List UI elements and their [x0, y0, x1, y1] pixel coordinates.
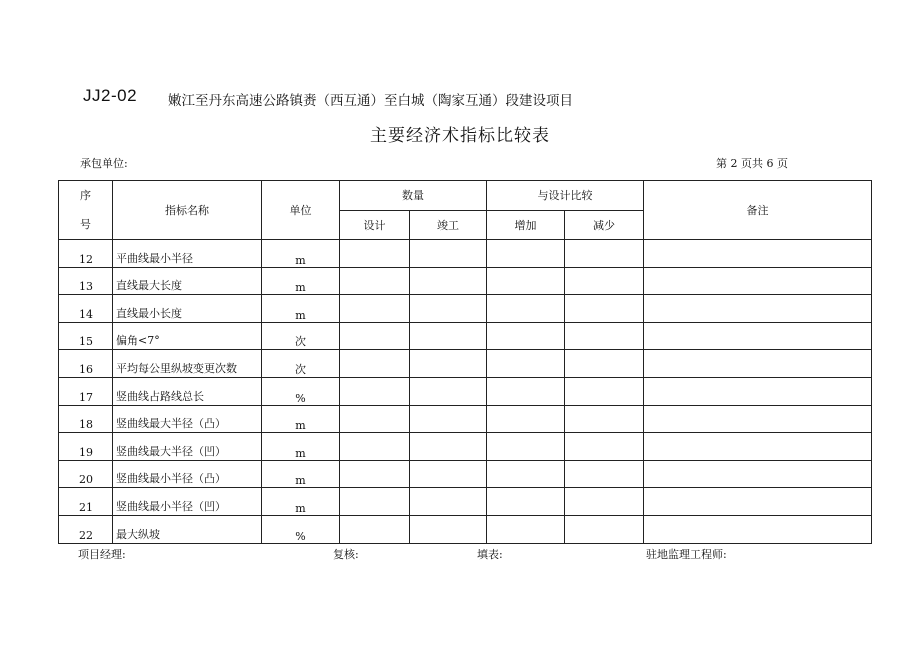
completion-cell [410, 433, 487, 461]
row-number: 22 [59, 515, 113, 543]
row-number: 13 [59, 267, 113, 295]
row-number: 14 [59, 295, 113, 323]
completion-cell [410, 322, 487, 350]
decrease-cell [565, 295, 644, 323]
header-increase: 增加 [487, 210, 565, 240]
decrease-cell [565, 405, 644, 433]
header-seq-bottom: 号 [80, 218, 91, 231]
header-decrease: 减少 [565, 210, 644, 240]
indicator-name: 竖曲线最小半径（凹） [113, 488, 262, 516]
reviewer-label: 复核: [333, 548, 359, 561]
indicator-table [58, 180, 872, 544]
project-name: 嫩江至丹东高速公路镇赉（西互通）至白城（陶家互通）段建设项目 [168, 93, 573, 109]
design-cell [340, 377, 410, 405]
remarks-cell [644, 515, 872, 543]
indicator-name: 直线最大长度 [113, 267, 262, 295]
table-row [59, 240, 872, 268]
unit-cell: m [262, 295, 340, 323]
remarks-cell [644, 405, 872, 433]
table-row [59, 350, 872, 378]
increase-cell [487, 240, 565, 268]
header-completion: 竣工 [410, 210, 487, 240]
design-cell [340, 240, 410, 268]
design-cell [340, 405, 410, 433]
decrease-cell [565, 267, 644, 295]
unit-cell: m [262, 460, 340, 488]
table-row [59, 433, 872, 461]
page-title: 主要经济术指标比较表 [370, 126, 550, 146]
filler-label: 填表: [477, 548, 503, 561]
increase-cell [487, 377, 565, 405]
indicator-name: 竖曲线最大半径（凸） [113, 405, 262, 433]
header-comparison: 与设计比较 [487, 181, 644, 211]
header-unit: 单位 [262, 181, 340, 240]
indicator-name: 偏角<7° [113, 322, 262, 350]
remarks-cell [644, 488, 872, 516]
indicator-name: 最大纵坡 [113, 515, 262, 543]
row-number: 17 [59, 377, 113, 405]
table-row [59, 515, 872, 543]
table-row [59, 322, 872, 350]
design-cell [340, 515, 410, 543]
remarks-cell [644, 377, 872, 405]
decrease-cell [565, 322, 644, 350]
unit-cell: % [262, 515, 340, 543]
design-cell [340, 460, 410, 488]
design-cell [340, 350, 410, 378]
row-number: 20 [59, 460, 113, 488]
row-number: 18 [59, 405, 113, 433]
unit-cell: m [262, 240, 340, 268]
header-quantity: 数量 [340, 181, 487, 211]
unit-cell: m [262, 488, 340, 516]
design-cell [340, 267, 410, 295]
contractor-label: 承包单位: [80, 157, 128, 170]
table-row [59, 460, 872, 488]
completion-cell [410, 295, 487, 323]
completion-cell [410, 488, 487, 516]
row-number: 19 [59, 433, 113, 461]
manager-label: 项目经理: [78, 548, 126, 561]
header-row-1 [59, 181, 872, 211]
increase-cell [487, 460, 565, 488]
increase-cell [487, 488, 565, 516]
row-number: 12 [59, 240, 113, 268]
indicator-name: 平曲线最小半径 [113, 240, 262, 268]
increase-cell [487, 267, 565, 295]
page-info: 第 2 页共 6 页 [716, 157, 788, 170]
header-seq [59, 181, 113, 240]
row-number: 15 [59, 322, 113, 350]
increase-cell [487, 515, 565, 543]
table-row [59, 488, 872, 516]
unit-cell: % [262, 377, 340, 405]
header-design: 设计 [340, 210, 410, 240]
table-row [59, 405, 872, 433]
table-row [59, 295, 872, 323]
remarks-cell [644, 322, 872, 350]
unit-cell: m [262, 267, 340, 295]
remarks-cell [644, 295, 872, 323]
increase-cell [487, 295, 565, 323]
header-name: 指标名称 [113, 181, 262, 240]
increase-cell [487, 350, 565, 378]
indicator-name: 平均每公里纵坡变更次数 [113, 350, 262, 378]
decrease-cell [565, 433, 644, 461]
unit-cell: m [262, 433, 340, 461]
completion-cell [410, 267, 487, 295]
remarks-cell [644, 240, 872, 268]
increase-cell [487, 433, 565, 461]
increase-cell [487, 405, 565, 433]
design-cell [340, 295, 410, 323]
completion-cell [410, 515, 487, 543]
row-number: 16 [59, 350, 113, 378]
remarks-cell [644, 350, 872, 378]
completion-cell [410, 350, 487, 378]
table-row [59, 267, 872, 295]
completion-cell [410, 240, 487, 268]
decrease-cell [565, 350, 644, 378]
unit-cell: 次 [262, 322, 340, 350]
table-row [59, 377, 872, 405]
design-cell [340, 488, 410, 516]
design-cell [340, 322, 410, 350]
header-seq-top: 序 [80, 189, 91, 202]
row-number: 21 [59, 488, 113, 516]
design-cell [340, 433, 410, 461]
form-code: JJ2-02 [83, 86, 138, 105]
remarks-cell [644, 460, 872, 488]
header-remarks: 备注 [644, 181, 872, 240]
indicator-name: 竖曲线最小半径（凸） [113, 460, 262, 488]
decrease-cell [565, 240, 644, 268]
decrease-cell [565, 488, 644, 516]
indicator-name: 直线最小长度 [113, 295, 262, 323]
completion-cell [410, 460, 487, 488]
unit-cell: m [262, 405, 340, 433]
decrease-cell [565, 515, 644, 543]
indicator-name: 竖曲线最大半径（凹） [113, 433, 262, 461]
increase-cell [487, 322, 565, 350]
decrease-cell [565, 460, 644, 488]
indicator-name: 竖曲线占路线总长 [113, 377, 262, 405]
completion-cell [410, 405, 487, 433]
completion-cell [410, 377, 487, 405]
supervisor-label: 驻地监理工程师: [646, 548, 727, 561]
remarks-cell [644, 267, 872, 295]
unit-cell: 次 [262, 350, 340, 378]
decrease-cell [565, 377, 644, 405]
remarks-cell [644, 433, 872, 461]
